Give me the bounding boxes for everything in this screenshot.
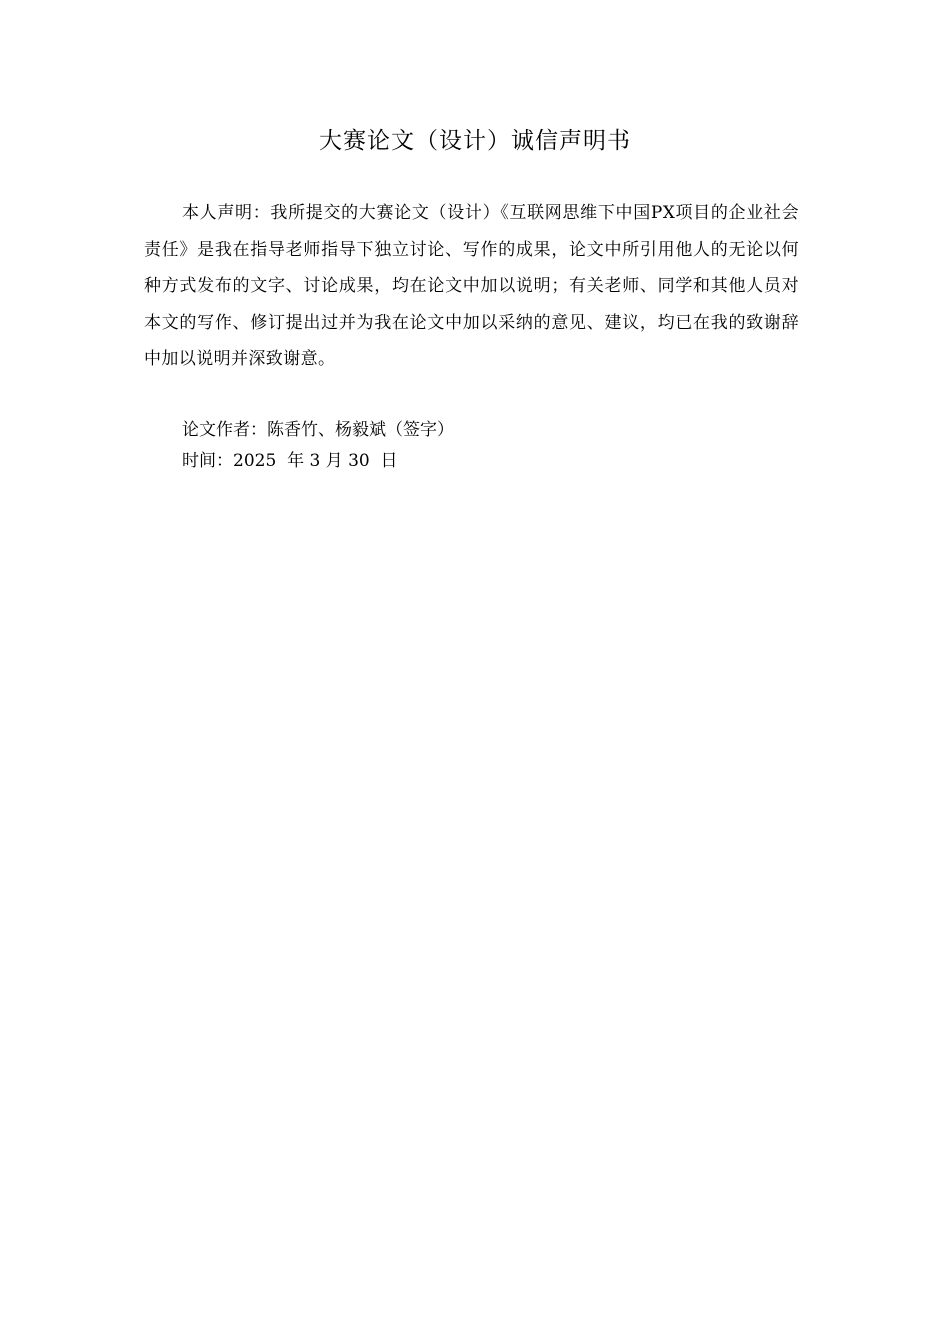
author-signature-line: 论文作者：陈香竹、杨毅斌（签字） bbox=[182, 420, 454, 440]
date-line: 时间：2025 年 3 月 30 日 bbox=[182, 451, 398, 471]
declaration-paragraph: 本人声明：我所提交的大赛论文（设计）《互联网思维下中国PX项目的企业社会责任》是我在指导老师指导下独立讨论、写作的成果，论文中所引用他人的无论以何种方式发布的文字、讨论成果，均在论文中加以说明；有关老师、同学和其他人员对本文的写作、修订提出过并为我在论文中加以采纳的意见、建议，均已在我的致谢辞中加以说明并深致谢意。 bbox=[144, 203, 799, 369]
signature-block bbox=[182, 415, 782, 477]
page-title: 大赛论文（设计）诚信声明书 bbox=[319, 128, 631, 154]
